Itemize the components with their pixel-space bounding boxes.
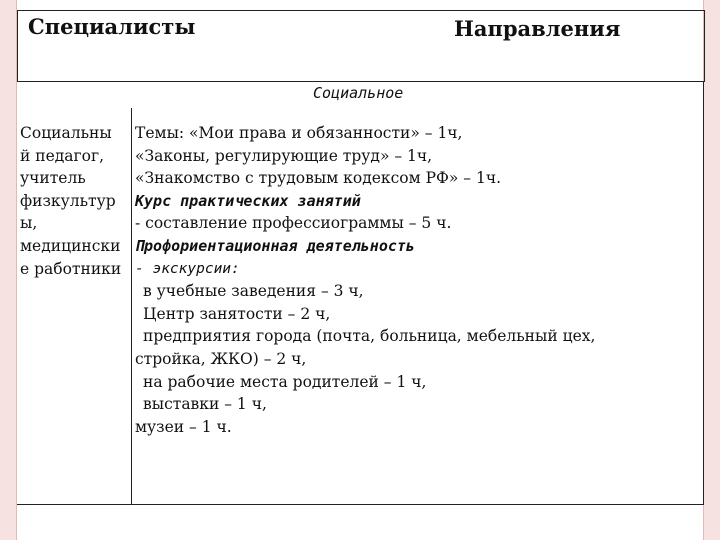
directions-line: на рабочие места родителей – 1 ч, [143, 372, 427, 391]
directions-line: стройка, ЖКО) – 2 ч, [135, 349, 307, 368]
specialists-line: учитель [20, 169, 86, 188]
directions-line: Темы: «Мои права и обязанности» – 1ч, [135, 124, 463, 142]
directions-line: Курс практических занятий [135, 191, 361, 210]
directions-line: - экскурсии: [135, 260, 240, 277]
table-header-row [17, 10, 705, 82]
directions-line: - составление профессиограммы – 5 ч. [135, 214, 452, 233]
directions-line: Центр занятости – 2 ч, [143, 304, 331, 323]
section-title-row [17, 82, 704, 108]
header-specialists: Специалисты [28, 14, 196, 39]
directions-line: Профориентационная деятельность [135, 236, 415, 255]
directions-line: в учебные заведения – 3 ч, [143, 282, 364, 301]
directions-cell [135, 122, 695, 438]
specialists-line: физкультур [20, 191, 116, 210]
table-body-row [17, 108, 704, 505]
specialists-cell [20, 122, 130, 280]
directions-line: предприятия города (почта, больница, мебельный цех, [143, 327, 596, 346]
directions-line: «Законы, регулирующие труд» – 1ч, [135, 146, 433, 165]
specialists-line: медицински [20, 236, 121, 255]
section-title: Социальное [313, 84, 404, 102]
specialists-line: е работники [20, 259, 122, 278]
directions-line: музеи – 1 ч. [135, 417, 232, 436]
specialists-line: Социальны [20, 124, 112, 142]
specialists-table [17, 10, 705, 505]
slide-right-margin [703, 0, 720, 540]
directions-line: выставки – 1 ч, [143, 395, 267, 414]
header-directions: Направления [454, 16, 621, 41]
slide-left-margin [0, 0, 17, 540]
column-divider [131, 108, 132, 504]
directions-line: «Знакомство с трудовым кодексом РФ» – 1ч. [135, 169, 502, 188]
specialists-line: й педагог, [20, 146, 105, 165]
specialists-line: ы, [20, 214, 38, 233]
